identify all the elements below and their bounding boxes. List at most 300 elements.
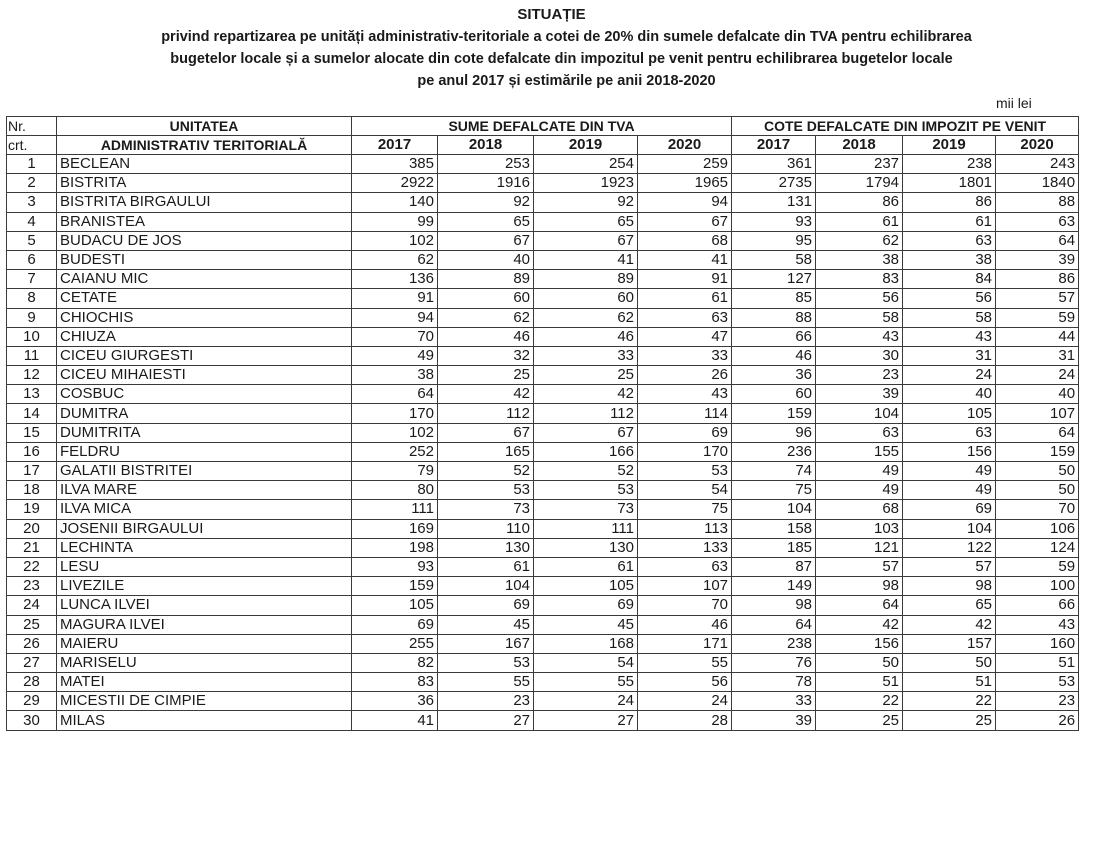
value-impozit-2017: 64 xyxy=(732,615,816,634)
value-impozit-2019: 43 xyxy=(903,327,996,346)
row-number: 17 xyxy=(7,462,57,481)
value-tva-2020: 91 xyxy=(638,270,732,289)
value-tva-2018: 69 xyxy=(438,596,534,615)
value-impozit-2018: 86 xyxy=(816,193,903,212)
value-tva-2018: 67 xyxy=(438,231,534,250)
value-tva-2017: 102 xyxy=(352,231,438,250)
unit-name: CICEU MIHAIESTI xyxy=(57,366,352,385)
value-impozit-2019: 50 xyxy=(903,653,996,672)
value-impozit-2018: 56 xyxy=(816,289,903,308)
value-impozit-2018: 50 xyxy=(816,653,903,672)
value-impozit-2017: 46 xyxy=(732,346,816,365)
value-impozit-2020: 159 xyxy=(996,442,1079,461)
unit-label: mii lei xyxy=(996,95,1032,111)
table-row xyxy=(7,385,1079,404)
value-impozit-2018: 39 xyxy=(816,385,903,404)
value-tva-2020: 63 xyxy=(638,557,732,576)
value-impozit-2017: 185 xyxy=(732,538,816,557)
value-impozit-2018: 64 xyxy=(816,596,903,615)
value-impozit-2018: 63 xyxy=(816,423,903,442)
table-row xyxy=(7,500,1079,519)
value-tva-2017: 62 xyxy=(352,250,438,269)
header-row-1 xyxy=(7,117,1079,136)
table-row xyxy=(7,231,1079,250)
row-number: 5 xyxy=(7,231,57,250)
value-tva-2019: 92 xyxy=(534,193,638,212)
value-tva-2020: 61 xyxy=(638,289,732,308)
header-year-tva-2020: 2020 xyxy=(638,136,732,155)
value-impozit-2019: 105 xyxy=(903,404,996,423)
value-impozit-2019: 98 xyxy=(903,577,996,596)
table-row xyxy=(7,596,1079,615)
table-row xyxy=(7,673,1079,692)
header-group-impozit: COTE DEFALCATE DIN IMPOZIT PE VENIT xyxy=(732,117,1079,136)
value-tva-2017: 69 xyxy=(352,615,438,634)
value-tva-2020: 170 xyxy=(638,442,732,461)
value-impozit-2017: 2735 xyxy=(732,174,816,193)
value-impozit-2017: 75 xyxy=(732,481,816,500)
value-impozit-2018: 30 xyxy=(816,346,903,365)
value-tva-2017: 111 xyxy=(352,500,438,519)
header-group-tva: SUME DEFALCATE DIN TVA xyxy=(352,117,732,136)
table-row xyxy=(7,615,1079,634)
value-tva-2018: 27 xyxy=(438,711,534,730)
value-impozit-2020: 59 xyxy=(996,557,1079,576)
unit-name: BUDESTI xyxy=(57,250,352,269)
unit-name: ILVA MICA xyxy=(57,500,352,519)
header-year-tva-2017: 2017 xyxy=(352,136,438,155)
value-tva-2020: 75 xyxy=(638,500,732,519)
row-number: 28 xyxy=(7,673,57,692)
unit-name: COSBUC xyxy=(57,385,352,404)
row-number: 30 xyxy=(7,711,57,730)
value-tva-2019: 89 xyxy=(534,270,638,289)
value-impozit-2019: 86 xyxy=(903,193,996,212)
unit-name: MAGURA ILVEI xyxy=(57,615,352,634)
value-tva-2017: 159 xyxy=(352,577,438,596)
value-tva-2018: 60 xyxy=(438,289,534,308)
value-tva-2017: 94 xyxy=(352,308,438,327)
value-impozit-2019: 38 xyxy=(903,250,996,269)
unit-name: BISTRITA BIRGAULUI xyxy=(57,193,352,212)
value-impozit-2020: 63 xyxy=(996,212,1079,231)
unit-name: BECLEAN xyxy=(57,155,352,174)
value-tva-2020: 67 xyxy=(638,212,732,231)
value-tva-2018: 253 xyxy=(438,155,534,174)
value-impozit-2019: 51 xyxy=(903,673,996,692)
value-tva-2018: 53 xyxy=(438,481,534,500)
value-tva-2017: 99 xyxy=(352,212,438,231)
row-number: 16 xyxy=(7,442,57,461)
value-tva-2018: 61 xyxy=(438,557,534,576)
value-impozit-2018: 83 xyxy=(816,270,903,289)
value-tva-2019: 130 xyxy=(534,538,638,557)
value-impozit-2020: 50 xyxy=(996,481,1079,500)
value-impozit-2017: 104 xyxy=(732,500,816,519)
value-impozit-2020: 64 xyxy=(996,423,1079,442)
table-row xyxy=(7,212,1079,231)
value-tva-2020: 47 xyxy=(638,327,732,346)
table-row xyxy=(7,653,1079,672)
value-tva-2020: 24 xyxy=(638,692,732,711)
value-impozit-2017: 98 xyxy=(732,596,816,615)
value-impozit-2017: 361 xyxy=(732,155,816,174)
value-impozit-2020: 50 xyxy=(996,462,1079,481)
row-number: 18 xyxy=(7,481,57,500)
value-tva-2019: 60 xyxy=(534,289,638,308)
value-impozit-2018: 155 xyxy=(816,442,903,461)
value-impozit-2019: 61 xyxy=(903,212,996,231)
value-tva-2020: 1965 xyxy=(638,174,732,193)
value-tva-2019: 24 xyxy=(534,692,638,711)
value-tva-2018: 55 xyxy=(438,673,534,692)
value-tva-2017: 70 xyxy=(352,327,438,346)
row-number: 24 xyxy=(7,596,57,615)
value-tva-2019: 42 xyxy=(534,385,638,404)
value-impozit-2020: 106 xyxy=(996,519,1079,538)
value-impozit-2017: 87 xyxy=(732,557,816,576)
row-number: 11 xyxy=(7,346,57,365)
value-impozit-2020: 107 xyxy=(996,404,1079,423)
document-title: SITUAȚIE xyxy=(517,6,586,23)
table-row xyxy=(7,250,1079,269)
value-impozit-2018: 25 xyxy=(816,711,903,730)
value-impozit-2020: 51 xyxy=(996,653,1079,672)
value-impozit-2018: 57 xyxy=(816,557,903,576)
value-impozit-2017: 158 xyxy=(732,519,816,538)
value-impozit-2019: 57 xyxy=(903,557,996,576)
value-impozit-2019: 156 xyxy=(903,442,996,461)
value-impozit-2020: 39 xyxy=(996,250,1079,269)
table-row xyxy=(7,404,1079,423)
value-tva-2019: 62 xyxy=(534,308,638,327)
value-impozit-2019: 65 xyxy=(903,596,996,615)
value-tva-2017: 252 xyxy=(352,442,438,461)
table-row xyxy=(7,423,1079,442)
value-tva-2017: 64 xyxy=(352,385,438,404)
value-tva-2019: 65 xyxy=(534,212,638,231)
value-impozit-2020: 24 xyxy=(996,366,1079,385)
value-impozit-2018: 156 xyxy=(816,634,903,653)
value-impozit-2020: 124 xyxy=(996,538,1079,557)
row-number: 9 xyxy=(7,308,57,327)
value-tva-2017: 385 xyxy=(352,155,438,174)
value-impozit-2017: 58 xyxy=(732,250,816,269)
value-impozit-2019: 25 xyxy=(903,711,996,730)
row-number: 25 xyxy=(7,615,57,634)
row-number: 27 xyxy=(7,653,57,672)
value-impozit-2017: 149 xyxy=(732,577,816,596)
value-tva-2017: 49 xyxy=(352,346,438,365)
value-tva-2020: 133 xyxy=(638,538,732,557)
row-number: 6 xyxy=(7,250,57,269)
table-row xyxy=(7,193,1079,212)
table-row xyxy=(7,538,1079,557)
value-tva-2020: 33 xyxy=(638,346,732,365)
header-year-impozit-2018: 2018 xyxy=(816,136,903,155)
value-impozit-2020: 31 xyxy=(996,346,1079,365)
row-number: 3 xyxy=(7,193,57,212)
value-tva-2017: 255 xyxy=(352,634,438,653)
value-impozit-2020: 23 xyxy=(996,692,1079,711)
table-body xyxy=(7,155,1079,731)
value-tva-2017: 36 xyxy=(352,692,438,711)
value-tva-2020: 41 xyxy=(638,250,732,269)
value-impozit-2017: 95 xyxy=(732,231,816,250)
value-tva-2019: 45 xyxy=(534,615,638,634)
value-impozit-2020: 44 xyxy=(996,327,1079,346)
row-number: 14 xyxy=(7,404,57,423)
value-tva-2019: 111 xyxy=(534,519,638,538)
unit-name: JOSENII BIRGAULUI xyxy=(57,519,352,538)
value-impozit-2017: 85 xyxy=(732,289,816,308)
value-tva-2017: 93 xyxy=(352,557,438,576)
value-tva-2019: 112 xyxy=(534,404,638,423)
value-impozit-2019: 49 xyxy=(903,481,996,500)
value-impozit-2019: 104 xyxy=(903,519,996,538)
value-impozit-2018: 42 xyxy=(816,615,903,634)
unit-name: GALATII BISTRITEI xyxy=(57,462,352,481)
unit-name: LECHINTA xyxy=(57,538,352,557)
header-year-impozit-2020: 2020 xyxy=(996,136,1079,155)
table-row xyxy=(7,327,1079,346)
value-tva-2020: 70 xyxy=(638,596,732,615)
table-row xyxy=(7,519,1079,538)
value-impozit-2019: 69 xyxy=(903,500,996,519)
value-tva-2018: 167 xyxy=(438,634,534,653)
table-row xyxy=(7,481,1079,500)
value-tva-2020: 259 xyxy=(638,155,732,174)
value-impozit-2017: 36 xyxy=(732,366,816,385)
value-tva-2018: 110 xyxy=(438,519,534,538)
value-impozit-2017: 60 xyxy=(732,385,816,404)
value-tva-2018: 25 xyxy=(438,366,534,385)
value-tva-2018: 67 xyxy=(438,423,534,442)
table-row xyxy=(7,366,1079,385)
value-tva-2020: 113 xyxy=(638,519,732,538)
table-row xyxy=(7,634,1079,653)
row-number: 12 xyxy=(7,366,57,385)
value-tva-2019: 53 xyxy=(534,481,638,500)
value-impozit-2018: 237 xyxy=(816,155,903,174)
value-tva-2019: 41 xyxy=(534,250,638,269)
value-tva-2017: 170 xyxy=(352,404,438,423)
value-tva-2017: 41 xyxy=(352,711,438,730)
header-nr-line2: crt. xyxy=(7,136,57,155)
value-tva-2020: 46 xyxy=(638,615,732,634)
value-impozit-2018: 104 xyxy=(816,404,903,423)
value-tva-2017: 105 xyxy=(352,596,438,615)
row-number: 19 xyxy=(7,500,57,519)
value-tva-2018: 45 xyxy=(438,615,534,634)
value-tva-2020: 94 xyxy=(638,193,732,212)
value-impozit-2019: 63 xyxy=(903,231,996,250)
value-impozit-2020: 57 xyxy=(996,289,1079,308)
value-impozit-2020: 160 xyxy=(996,634,1079,653)
value-impozit-2018: 49 xyxy=(816,462,903,481)
value-tva-2017: 140 xyxy=(352,193,438,212)
value-impozit-2017: 74 xyxy=(732,462,816,481)
value-impozit-2017: 76 xyxy=(732,653,816,672)
value-tva-2019: 69 xyxy=(534,596,638,615)
value-impozit-2017: 88 xyxy=(732,308,816,327)
row-number: 29 xyxy=(7,692,57,711)
table-row xyxy=(7,577,1079,596)
value-impozit-2020: 86 xyxy=(996,270,1079,289)
unit-name: MILAS xyxy=(57,711,352,730)
value-impozit-2020: 26 xyxy=(996,711,1079,730)
value-impozit-2017: 66 xyxy=(732,327,816,346)
value-impozit-2017: 33 xyxy=(732,692,816,711)
table-row xyxy=(7,289,1079,308)
value-impozit-2020: 100 xyxy=(996,577,1079,596)
value-impozit-2019: 49 xyxy=(903,462,996,481)
document-subtitle-line1: privind repartizarea pe unități administrativ-teritoriale a cotei de 20% din sumele defalcate din TVA pentru echilibrarea xyxy=(161,29,972,45)
row-number: 4 xyxy=(7,212,57,231)
value-impozit-2019: 238 xyxy=(903,155,996,174)
value-tva-2017: 80 xyxy=(352,481,438,500)
value-impozit-2018: 98 xyxy=(816,577,903,596)
row-number: 8 xyxy=(7,289,57,308)
header-nr-line1: Nr. xyxy=(7,117,57,136)
value-tva-2017: 83 xyxy=(352,673,438,692)
value-impozit-2019: 56 xyxy=(903,289,996,308)
header-unit-line2: ADMINISTRATIV TERITORIALĂ xyxy=(57,136,352,155)
value-tva-2019: 67 xyxy=(534,423,638,442)
table-row xyxy=(7,270,1079,289)
value-tva-2017: 79 xyxy=(352,462,438,481)
unit-name: BISTRITA xyxy=(57,174,352,193)
table-row xyxy=(7,692,1079,711)
unit-name: MARISELU xyxy=(57,653,352,672)
value-impozit-2017: 39 xyxy=(732,711,816,730)
value-tva-2020: 28 xyxy=(638,711,732,730)
table-row xyxy=(7,462,1079,481)
value-impozit-2019: 157 xyxy=(903,634,996,653)
value-impozit-2017: 78 xyxy=(732,673,816,692)
value-impozit-2019: 24 xyxy=(903,366,996,385)
value-tva-2020: 114 xyxy=(638,404,732,423)
value-tva-2017: 102 xyxy=(352,423,438,442)
value-impozit-2020: 40 xyxy=(996,385,1079,404)
value-tva-2019: 61 xyxy=(534,557,638,576)
value-tva-2017: 169 xyxy=(352,519,438,538)
value-tva-2020: 171 xyxy=(638,634,732,653)
row-number: 1 xyxy=(7,155,57,174)
unit-name: DUMITRA xyxy=(57,404,352,423)
document-subtitle-line3: pe anul 2017 și estimările pe anii 2018-2020 xyxy=(417,73,716,89)
value-impozit-2018: 121 xyxy=(816,538,903,557)
value-tva-2019: 1923 xyxy=(534,174,638,193)
value-tva-2018: 165 xyxy=(438,442,534,461)
value-tva-2018: 53 xyxy=(438,653,534,672)
value-tva-2018: 65 xyxy=(438,212,534,231)
value-impozit-2020: 64 xyxy=(996,231,1079,250)
value-impozit-2020: 243 xyxy=(996,155,1079,174)
value-tva-2017: 82 xyxy=(352,653,438,672)
value-impozit-2018: 103 xyxy=(816,519,903,538)
value-tva-2020: 56 xyxy=(638,673,732,692)
value-impozit-2019: 122 xyxy=(903,538,996,557)
value-tva-2020: 63 xyxy=(638,308,732,327)
value-impozit-2020: 88 xyxy=(996,193,1079,212)
unit-name: CAIANU MIC xyxy=(57,270,352,289)
value-tva-2017: 136 xyxy=(352,270,438,289)
value-tva-2020: 69 xyxy=(638,423,732,442)
value-impozit-2019: 1801 xyxy=(903,174,996,193)
value-tva-2019: 54 xyxy=(534,653,638,672)
value-tva-2019: 166 xyxy=(534,442,638,461)
value-impozit-2020: 70 xyxy=(996,500,1079,519)
unit-name: ILVA MARE xyxy=(57,481,352,500)
document-subtitle-line2: bugetelor locale și a sumelor alocate din cote defalcate din impozitul pe venit pentru echilibrarea bugetelor locale xyxy=(170,51,953,67)
value-impozit-2018: 68 xyxy=(816,500,903,519)
value-tva-2020: 54 xyxy=(638,481,732,500)
unit-name: LIVEZILE xyxy=(57,577,352,596)
unit-name: FELDRU xyxy=(57,442,352,461)
value-tva-2018: 130 xyxy=(438,538,534,557)
value-impozit-2020: 59 xyxy=(996,308,1079,327)
value-tva-2019: 25 xyxy=(534,366,638,385)
value-impozit-2019: 58 xyxy=(903,308,996,327)
value-impozit-2020: 1840 xyxy=(996,174,1079,193)
value-tva-2018: 40 xyxy=(438,250,534,269)
table-row xyxy=(7,308,1079,327)
value-tva-2018: 112 xyxy=(438,404,534,423)
value-impozit-2020: 66 xyxy=(996,596,1079,615)
unit-name: DUMITRITA xyxy=(57,423,352,442)
value-impozit-2017: 127 xyxy=(732,270,816,289)
value-impozit-2018: 43 xyxy=(816,327,903,346)
row-number: 26 xyxy=(7,634,57,653)
value-tva-2019: 73 xyxy=(534,500,638,519)
table-row xyxy=(7,557,1079,576)
header-year-impozit-2017: 2017 xyxy=(732,136,816,155)
value-impozit-2019: 31 xyxy=(903,346,996,365)
row-number: 13 xyxy=(7,385,57,404)
value-tva-2018: 32 xyxy=(438,346,534,365)
unit-name: CHIUZA xyxy=(57,327,352,346)
row-number: 10 xyxy=(7,327,57,346)
table-row xyxy=(7,442,1079,461)
value-impozit-2019: 63 xyxy=(903,423,996,442)
value-tva-2017: 2922 xyxy=(352,174,438,193)
header-year-impozit-2019: 2019 xyxy=(903,136,996,155)
value-tva-2020: 68 xyxy=(638,231,732,250)
allocation-table xyxy=(6,116,1079,731)
value-tva-2017: 198 xyxy=(352,538,438,557)
value-tva-2018: 23 xyxy=(438,692,534,711)
table-row xyxy=(7,174,1079,193)
value-impozit-2018: 1794 xyxy=(816,174,903,193)
value-impozit-2018: 62 xyxy=(816,231,903,250)
value-impozit-2017: 238 xyxy=(732,634,816,653)
value-impozit-2017: 93 xyxy=(732,212,816,231)
value-tva-2019: 168 xyxy=(534,634,638,653)
value-impozit-2018: 49 xyxy=(816,481,903,500)
value-tva-2018: 1916 xyxy=(438,174,534,193)
unit-name: CICEU GIURGESTI xyxy=(57,346,352,365)
value-tva-2018: 104 xyxy=(438,577,534,596)
header-year-tva-2018: 2018 xyxy=(438,136,534,155)
unit-name: BUDACU DE JOS xyxy=(57,231,352,250)
value-impozit-2018: 38 xyxy=(816,250,903,269)
table-row xyxy=(7,155,1079,174)
value-tva-2019: 46 xyxy=(534,327,638,346)
value-tva-2017: 38 xyxy=(352,366,438,385)
value-tva-2020: 55 xyxy=(638,653,732,672)
unit-name: CHIOCHIS xyxy=(57,308,352,327)
